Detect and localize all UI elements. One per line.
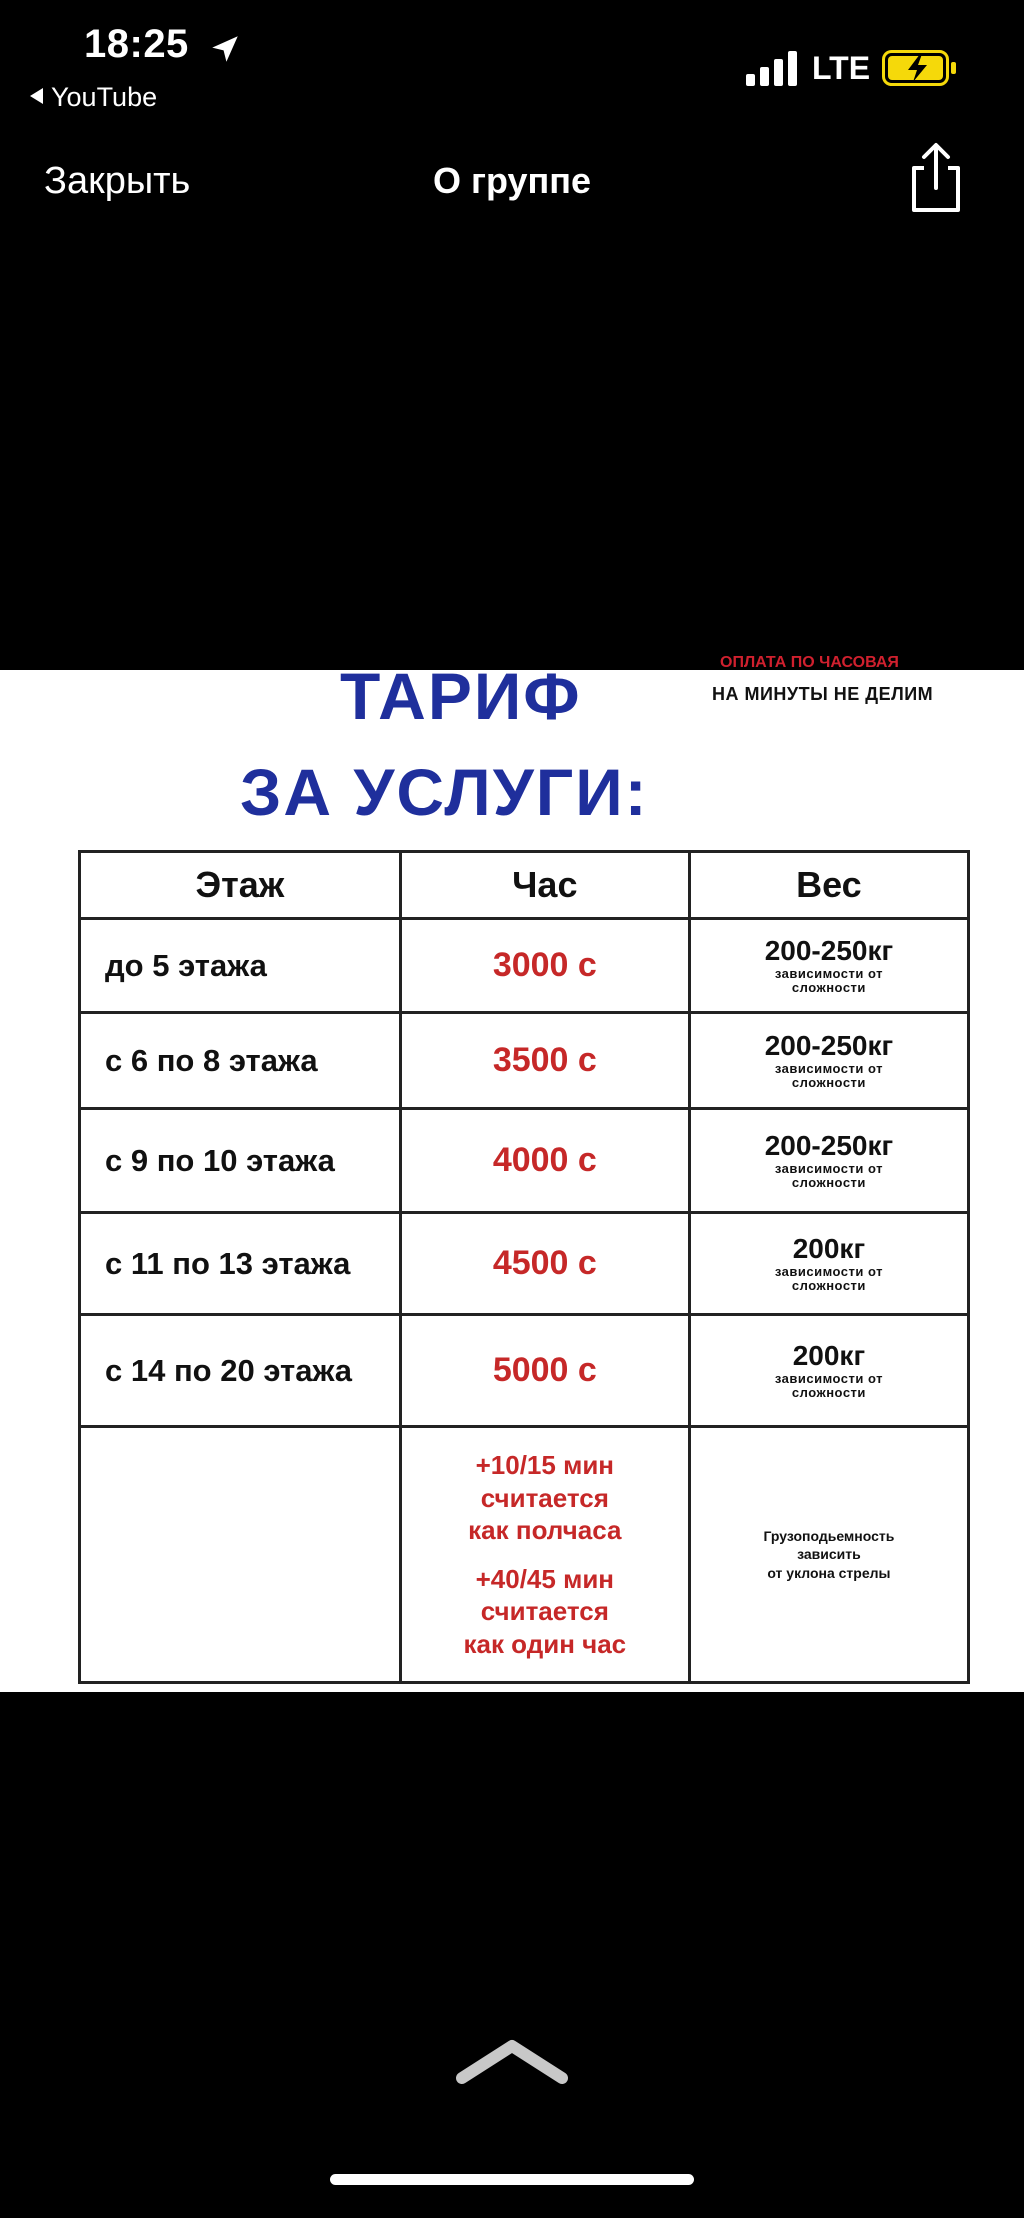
price-cell: 4000 с [400, 1109, 689, 1213]
weight-note: зависимости от [774, 1160, 883, 1176]
floor-cell: с 11 по 13 этажа [80, 1213, 401, 1315]
status-time: 18:25 [84, 22, 189, 66]
poster-note: НА МИНУТЫ НЕ ДЕЛИМ [712, 684, 934, 704]
location-arrow-icon [208, 32, 242, 66]
weight-note: сложности [791, 979, 866, 995]
lift-line: Грузоподьемность [763, 1528, 895, 1545]
weight-value: 200-250кг [764, 1029, 894, 1061]
close-button[interactable]: Закрыть [44, 160, 191, 202]
share-icon[interactable] [906, 140, 966, 214]
lift-line: от уклона стрелы [767, 1564, 891, 1581]
poster-subtitle: ЗА УСЛУГИ: [240, 755, 649, 829]
header-floor: Этаж [80, 852, 401, 919]
weight-note: сложности [791, 1074, 866, 1090]
page-title: О группе [432, 160, 592, 201]
weight-cell [689, 1013, 968, 1109]
weight-value: 200кг [792, 1339, 866, 1371]
weight-note: зависимости от [774, 965, 883, 981]
weight-note: сложности [791, 1384, 866, 1400]
weight-value: 200кг [792, 1232, 866, 1264]
table-row [80, 1427, 969, 1683]
floor-cell: до 5 этажа [80, 919, 401, 1013]
extra-line: считается [480, 1596, 609, 1626]
extra-line: считается [480, 1482, 609, 1513]
floor-cell: с 14 по 20 этажа [80, 1315, 401, 1427]
group-image [0, 654, 1024, 1692]
poster-top-note-red: ОПЛАТА ПО ЧАСОВАЯ [720, 654, 899, 671]
weight-value: 200-250кг [764, 1129, 894, 1161]
poster-title: ТАРИФ [340, 659, 582, 733]
floor-cell: с 9 по 10 этажа [80, 1109, 401, 1213]
extra-line: как один час [463, 1628, 627, 1659]
table-row [80, 1109, 969, 1213]
chevron-up-icon[interactable] [452, 2034, 572, 2090]
weight-cell [689, 1109, 968, 1213]
header-hour: Час [400, 852, 689, 919]
price-cell: 4500 с [400, 1213, 689, 1315]
header-weight: Вес [689, 852, 968, 919]
table-row [80, 1315, 969, 1427]
weight-note: зависимости от [774, 1060, 883, 1076]
back-to-app-link[interactable] [30, 82, 157, 113]
tariff-table [78, 850, 970, 1684]
battery-charging-icon [882, 50, 958, 86]
table-row [80, 1213, 969, 1315]
lift-line: зависить [797, 1546, 861, 1563]
weight-note: зависимости от [774, 1370, 883, 1386]
cellular-signal-icon [746, 50, 800, 86]
weight-cell [689, 1315, 968, 1427]
empty-cell [80, 1427, 401, 1683]
table-row [80, 1013, 969, 1109]
floor-cell: с 6 по 8 этажа [80, 1013, 401, 1109]
lift-capacity-cell [689, 1427, 968, 1683]
extra-line: +40/45 мин [475, 1563, 615, 1594]
price-cell: 5000 с [400, 1315, 689, 1427]
back-triangle-icon [30, 88, 43, 104]
weight-cell [689, 919, 968, 1013]
price-cell: 3000 с [400, 919, 689, 1013]
price-cell: 3500 с [400, 1013, 689, 1109]
carrier-label: LTE [812, 50, 871, 86]
extra-line: как полчаса [468, 1515, 622, 1545]
table-row [80, 919, 969, 1013]
extra-time-cell [400, 1427, 689, 1683]
weight-cell [689, 1213, 968, 1315]
back-app-label: YouTube [51, 82, 158, 112]
table-header-row [80, 852, 969, 919]
weight-note: сложности [791, 1277, 866, 1293]
home-indicator[interactable] [330, 2174, 694, 2185]
extra-line: +10/15 мин [475, 1450, 615, 1480]
weight-note: сложности [791, 1174, 866, 1190]
weight-value: 200-250кг [764, 934, 894, 966]
weight-note: зависимости от [774, 1263, 883, 1279]
